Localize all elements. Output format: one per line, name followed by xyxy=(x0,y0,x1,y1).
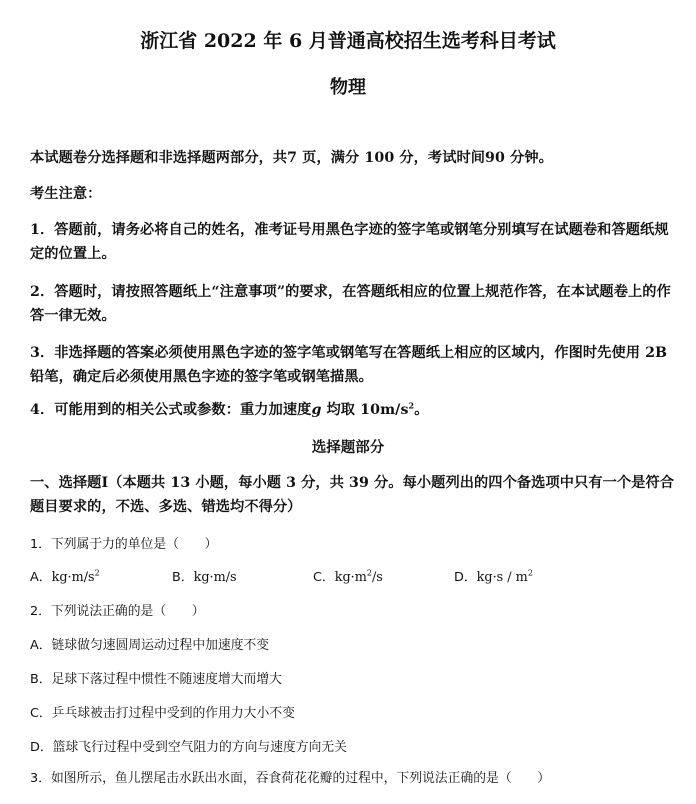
q2-option-b[interactable]: B．足球下落过程中惯性不随速度增大而增大 xyxy=(30,672,282,687)
part1-instructions: 一、选择题Ⅰ（本题共 13 小题，每小题 3 分，共 39 分。每小题列出的四个备选项中只有一个是符合题目要求的，不选、多选、错选均不得分） xyxy=(30,475,675,515)
q2-option-c[interactable]: C．乒乓球被击打过程中受到的作用力大小不变 xyxy=(30,706,295,721)
intro-text: 本试题卷分选择题和非选择题两部分，共7 页，满分 100 分，考试时间90 分钟。 xyxy=(30,150,553,166)
notice-item-2: 2．答题时，请按照答题纸上“注意事项”的要求，在答题纸相应的位置上规范作答，在本试题卷上的作答一律无效。 xyxy=(30,284,671,324)
notice-heading: 考生注意： xyxy=(30,186,102,202)
notice-item-4 xyxy=(30,398,680,422)
q1-option-a[interactable]: A．$kg\cdot m/s^2$ xyxy=(30,568,100,585)
q1-options xyxy=(30,566,680,588)
notice-item-4-value: 均取 10m/s xyxy=(321,402,409,418)
q1-option-b[interactable]: B．kg·m/s xyxy=(172,570,237,585)
notice-item-4-end: 。 xyxy=(414,402,429,418)
notice-item-1: 1．答题前，请务必将自己的姓名，准考证号用黑色字迹的签字笔或钢笔分别填写在试题卷和答题纸规定的位置上。 xyxy=(30,222,669,262)
gravity-symbol: g xyxy=(311,402,322,418)
notice-item-4-sup: 2 xyxy=(408,400,415,411)
exam-title: 浙江省 2022 年 6 月普通高校招生选考科目考试 xyxy=(140,30,556,52)
q2-option-d[interactable]: D．篮球飞行过程中受到空气阻力的方向与速度方向无关 xyxy=(30,740,347,755)
q3-stem: 3．如图所示，鱼儿摆尾击水跃出水面，吞食荷花花瓣的过程中，下列说法正确的是（ ） xyxy=(30,771,551,786)
q1-option-c[interactable]: C．$kg\cdot m^2/s$ xyxy=(313,568,383,585)
q1-option-d[interactable]: D．$kg\cdot s / m^2$ xyxy=(454,568,533,585)
q2-option-a[interactable]: A．链球做匀速圆周运动过程中加速度不变 xyxy=(30,638,270,653)
notice-item-4-prefix: 4．可能用到的相关公式或参数：重力加速度 xyxy=(30,402,312,418)
q1-stem: 1．下列属于力的单位是（ ） xyxy=(30,537,218,552)
notice-item-3: 3．非选择题的答案必须使用黑色字迹的签字笔或钢笔写在答题纸上相应的区域内，作图时先使用 2B 铅笔，确定后必须使用黑色字迹的签字笔或钢笔描黑。 xyxy=(30,345,668,385)
q2-stem: 2．下列说法正确的是（ ） xyxy=(30,604,205,619)
section-title: 选择题部分 xyxy=(311,439,385,456)
subject-title: 物理 xyxy=(330,77,366,98)
